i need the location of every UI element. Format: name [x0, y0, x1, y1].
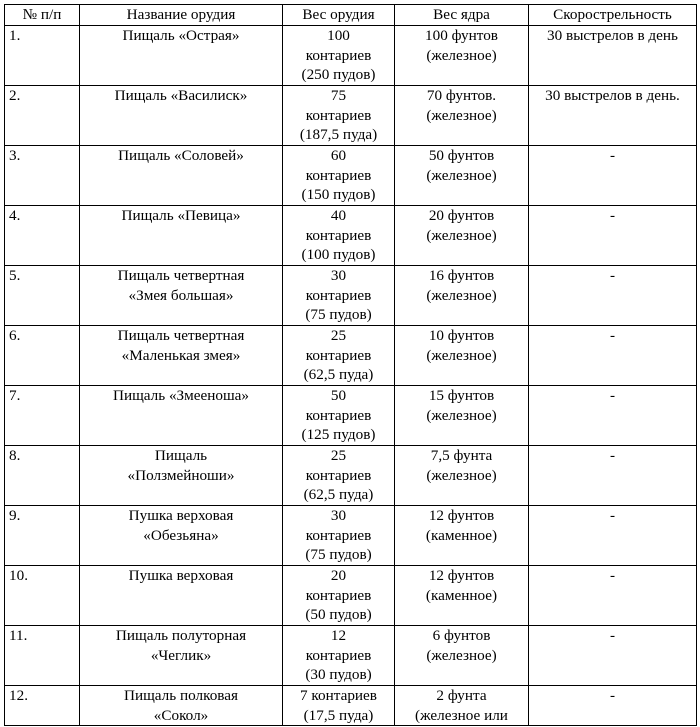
shot-weight-line: 2 фунта [436, 687, 487, 704]
table-row [5, 326, 697, 386]
gun-name-line: «Змея большая» [128, 286, 234, 304]
row-number-cell: 6. [5, 326, 80, 386]
shot-weight-line: (железное) [426, 226, 497, 244]
gun-weight-line: контариев [305, 46, 372, 64]
shot-weight-line: (каменное) [425, 526, 498, 544]
gun-name-line: Пищаль полковая [124, 687, 238, 704]
gun-name-line: «Чеглик» [150, 646, 212, 664]
gun-name-cell [80, 506, 283, 566]
shot-weight-line: 7,5 фунта [430, 447, 493, 464]
table-row [5, 266, 697, 326]
table-body [5, 26, 697, 726]
gun-weight-line: 60 [330, 147, 347, 164]
gun-weight-cell [283, 146, 395, 206]
row-number-cell: 5. [5, 266, 80, 326]
gun-weight-line: 30 [330, 507, 347, 524]
shot-weight-line: 12 фунтов [428, 567, 495, 584]
shot-weight-line: 100 фунтов [425, 27, 498, 44]
table-row [5, 206, 697, 266]
row-number-cell: 3. [5, 146, 80, 206]
row-number-cell: 4. [5, 206, 80, 266]
gun-weight-line: 100 [327, 27, 350, 44]
shot-weight-line: (железное) [426, 406, 497, 424]
gun-weight-cell [283, 626, 395, 686]
gun-weight-line: контариев [305, 286, 372, 304]
rate-of-fire-cell: 30 выстрелов в день [529, 26, 697, 86]
gun-name-cell [80, 326, 283, 386]
gun-weight-line: контариев [305, 526, 372, 544]
rate-of-fire-cell: - [529, 446, 697, 506]
gun-name-line: «Обезьяна» [143, 526, 219, 544]
shot-weight-line: 6 фунтов [432, 627, 491, 644]
gun-weight-line: 40 [330, 207, 347, 224]
table-row [5, 446, 697, 506]
weapons-table [4, 4, 697, 726]
rate-of-fire-cell: - [529, 146, 697, 206]
gun-name-cell [80, 446, 283, 506]
gun-weight-line: (62,5 пуда) [303, 366, 374, 384]
shot-weight-cell [395, 26, 529, 86]
gun-name-line: Пищаль «Змееноша» [112, 387, 249, 404]
gun-weight-line: контариев [305, 166, 372, 184]
gun-weight-line: 7 контариев [300, 687, 377, 704]
gun-name-line: Пищаль [154, 447, 208, 464]
gun-weight-line: 20 [330, 567, 347, 584]
gun-weight-cell [283, 86, 395, 146]
gun-weight-line: (250 пудов) [301, 66, 376, 84]
gun-weight-line: контариев [305, 406, 372, 424]
gun-weight-cell [283, 506, 395, 566]
gun-weight-line: контариев [305, 466, 372, 484]
shot-weight-line: (железное или [415, 706, 508, 724]
gun-name-line: Пищаль «Василиск» [114, 87, 248, 104]
gun-weight-cell [283, 266, 395, 326]
table-row [5, 386, 697, 446]
shot-weight-line: (железное) [426, 646, 497, 664]
gun-weight-line: контариев [305, 226, 372, 244]
gun-name-cell [80, 86, 283, 146]
gun-weight-line: 30 [330, 267, 347, 284]
header-number: № п/п [5, 5, 80, 26]
gun-weight-cell [283, 446, 395, 506]
table-row [5, 26, 697, 86]
gun-weight-line: контариев [305, 586, 372, 604]
gun-weight-cell [283, 386, 395, 446]
row-number-cell: 12. [5, 686, 80, 726]
shot-weight-cell [395, 266, 529, 326]
gun-weight-line: (125 пудов) [301, 426, 376, 444]
gun-name-cell [80, 146, 283, 206]
row-number-cell: 7. [5, 386, 80, 446]
gun-weight-line: 75 [330, 87, 347, 104]
header-gun-weight: Вес орудия [283, 5, 395, 26]
gun-weight-line: 12 [330, 627, 347, 644]
gun-weight-cell [283, 686, 395, 726]
gun-name-line: «Ползмейноши» [127, 466, 235, 484]
shot-weight-line: 15 фунтов [428, 387, 495, 404]
shot-weight-cell [395, 146, 529, 206]
gun-weight-cell [283, 26, 395, 86]
shot-weight-cell [395, 206, 529, 266]
gun-weight-line: (75 пудов) [305, 546, 372, 564]
table-row [5, 506, 697, 566]
rate-of-fire-cell: - [529, 266, 697, 326]
gun-weight-line: (50 пудов) [305, 606, 372, 624]
gun-weight-cell [283, 206, 395, 266]
gun-weight-cell [283, 326, 395, 386]
shot-weight-line: (железное) [426, 346, 497, 364]
gun-name-cell [80, 386, 283, 446]
shot-weight-line: (железное) [426, 46, 497, 64]
gun-weight-line: (30 пудов) [305, 666, 372, 684]
gun-name-cell [80, 566, 283, 626]
table-row [5, 686, 697, 726]
gun-name-line: «Сокол» [153, 706, 209, 724]
gun-name-line: Пушка верховая [128, 567, 234, 584]
gun-name-cell [80, 626, 283, 686]
gun-weight-line: (187,5 пуда) [299, 126, 378, 144]
gun-weight-line: (62,5 пуда) [303, 486, 374, 504]
gun-name-line: «Маленькая змея» [121, 346, 241, 364]
gun-weight-line: контариев [305, 646, 372, 664]
row-number-cell: 11. [5, 626, 80, 686]
row-number-cell: 10. [5, 566, 80, 626]
shot-weight-line: (железное) [426, 286, 497, 304]
shot-weight-line: (железное) [426, 166, 497, 184]
shot-weight-line: (каменное) [425, 586, 498, 604]
shot-weight-line: (железное) [426, 466, 497, 484]
header-name: Название орудия [80, 5, 283, 26]
gun-weight-line: (17,5 пуда) [303, 706, 374, 724]
gun-name-line: Пищаль «Певица» [121, 207, 241, 224]
shot-weight-cell [395, 566, 529, 626]
header-shot-weight: Вес ядра [395, 5, 529, 26]
gun-weight-line: контариев [305, 106, 372, 124]
gun-name-cell [80, 206, 283, 266]
gun-weight-line: (100 пудов) [301, 246, 376, 264]
gun-weight-line: 25 [330, 327, 347, 344]
table-row [5, 86, 697, 146]
table-header-row [5, 5, 697, 26]
shot-weight-line: 10 фунтов [428, 327, 495, 344]
shot-weight-cell [395, 86, 529, 146]
header-rate-of-fire: Скорострельность [529, 5, 697, 26]
shot-weight-line: 70 фунтов. [426, 87, 497, 104]
gun-name-cell [80, 26, 283, 86]
table-row [5, 626, 697, 686]
gun-weight-line: (75 пудов) [305, 306, 372, 324]
rate-of-fire-cell: - [529, 686, 697, 726]
gun-name-line: Пищаль полуторная [115, 627, 247, 644]
table-row [5, 146, 697, 206]
shot-weight-line: 20 фунтов [428, 207, 495, 224]
shot-weight-line: 16 фунтов [428, 267, 495, 284]
rate-of-fire-cell: - [529, 326, 697, 386]
gun-weight-line: (150 пудов) [301, 186, 376, 204]
shot-weight-cell [395, 626, 529, 686]
row-number-cell: 9. [5, 506, 80, 566]
gun-name-line: Пищаль «Острая» [122, 27, 240, 44]
shot-weight-cell [395, 506, 529, 566]
gun-name-line: Пищаль четвертная [117, 267, 245, 284]
rate-of-fire-cell: - [529, 506, 697, 566]
gun-name-line: Пищаль «Соловей» [118, 147, 244, 164]
rate-of-fire-cell: - [529, 206, 697, 266]
shot-weight-cell [395, 326, 529, 386]
row-number-cell: 1. [5, 26, 80, 86]
shot-weight-line: 50 фунтов [428, 147, 495, 164]
table-row [5, 566, 697, 626]
gun-weight-line: 50 [330, 387, 347, 404]
shot-weight-line: 12 фунтов [428, 507, 495, 524]
row-number-cell: 8. [5, 446, 80, 506]
gun-name-line: Пушка верховая [128, 507, 234, 524]
gun-weight-cell [283, 566, 395, 626]
shot-weight-cell [395, 686, 529, 726]
rate-of-fire-cell: - [529, 566, 697, 626]
row-number-cell: 2. [5, 86, 80, 146]
shot-weight-line: (железное) [426, 106, 497, 124]
shot-weight-cell [395, 446, 529, 506]
gun-name-cell [80, 266, 283, 326]
gun-weight-line: контариев [305, 346, 372, 364]
shot-weight-cell [395, 386, 529, 446]
gun-weight-line: 25 [330, 447, 347, 464]
rate-of-fire-cell: - [529, 386, 697, 446]
gun-name-line: Пищаль четвертная [117, 327, 245, 344]
rate-of-fire-cell: 30 выстрелов в день. [529, 86, 697, 146]
gun-name-cell [80, 686, 283, 726]
rate-of-fire-cell: - [529, 626, 697, 686]
